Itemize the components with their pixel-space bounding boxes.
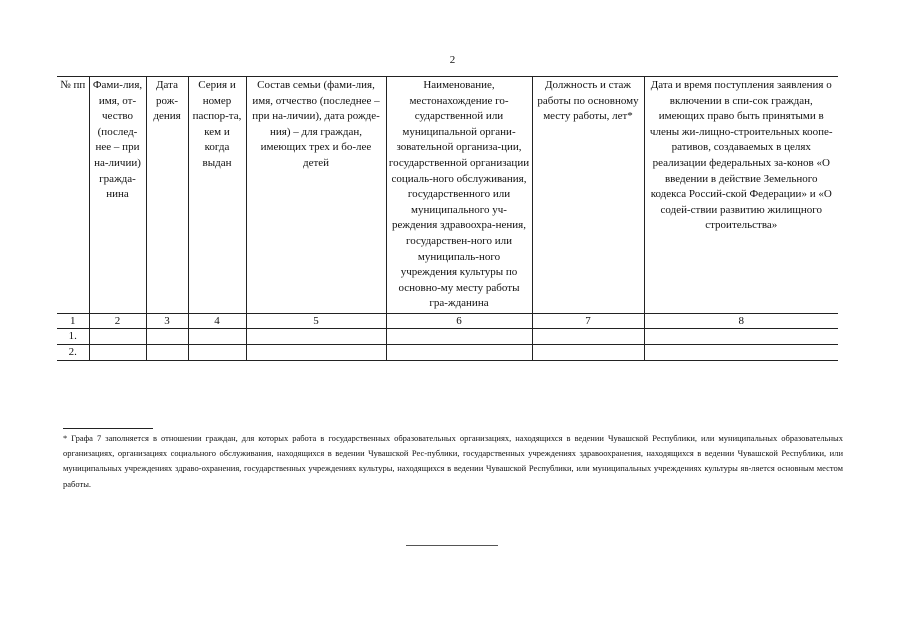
header-workplace: Наименование, местонахождение го-сударственной или муниципальной органи-зовательной организа-ции, государственной организации социаль-ного обслуживания, государственного или муниципального уч-реждения здравоохра-нения, государствен-ного или муниципаль-ного учреждения культуры по основно-му месту работы гра-жданина: [386, 77, 532, 314]
header-number: № пп: [57, 77, 89, 314]
column-number: 6: [386, 313, 532, 328]
header-birth-date: Дата рож-дения: [146, 77, 188, 314]
table-cell: [246, 328, 386, 344]
table-row: [57, 328, 838, 344]
column-number: 5: [246, 313, 386, 328]
row-number: 1.: [57, 328, 89, 344]
end-of-page-divider: [406, 545, 498, 546]
column-number: 1: [57, 313, 89, 328]
table-row: [57, 344, 838, 360]
column-number: 3: [146, 313, 188, 328]
table-cell: [644, 328, 838, 344]
table-cell: [146, 344, 188, 360]
header-application-date: Дата и время поступления заявления о включении в спи-сок граждан, имеющих право быть принятыми в члены жи-лищно-строительных коопе-ративов, создаваемых в целях реализации федеральных за-конов «О введении в действие Земельного кодекса Россий-ской Федерации» и «О содей-ствии развитию жилищного строительства»: [644, 77, 838, 314]
table-cell: [386, 328, 532, 344]
header-family: Состав семьи (фами-лия, имя, отчество (последнее – при на-личии), дата рожде-ния) – для граждан, имеющих трех и бо-лее детей: [246, 77, 386, 314]
column-number: 7: [532, 313, 644, 328]
row-number: 2.: [57, 344, 89, 360]
column-number: 2: [89, 313, 146, 328]
footnote: * Графа 7 заполняется в отношении граждан, для которых работа в государственных образовательных организациях, находящихся в ведении Чувашской Республики, или муниципальных образовательных организациях, организациях социального обслуживания, находящихся в ведении Чувашской Рес-публики, государственных учреждениях здравоохранения, находящихся в ведении Чувашской Республики, или муниципальных учреждениях здраво-охранения, государственных учреждениях культуры, находящихся в ведении Чувашской Республики, или муниципальных учреждениях культуры яв-ляется основным местом работы.: [63, 433, 843, 489]
table-cell: [89, 344, 146, 360]
table-cell: [532, 328, 644, 344]
column-number: 4: [188, 313, 246, 328]
column-number: 8: [644, 313, 838, 328]
table-cell: [188, 344, 246, 360]
header-passport: Серия и номер паспор-та, кем и когда выдан: [188, 77, 246, 314]
table-cell: [89, 328, 146, 344]
column-numbers-row: [57, 313, 838, 328]
applicants-table: [57, 76, 838, 361]
table-cell: [532, 344, 644, 360]
footnote-divider: [63, 428, 153, 429]
page-number: 2: [449, 54, 456, 66]
header-full-name: Фами-лия, имя, от-чество (послед-нее – при на-личии) гражда-нина: [89, 77, 146, 314]
table-cell: [644, 344, 838, 360]
table-cell: [146, 328, 188, 344]
table-cell: [246, 344, 386, 360]
header-position: Должность и стаж работы по основному месту работы, лет*: [532, 77, 644, 314]
table-cell: [386, 344, 532, 360]
table-cell: [188, 328, 246, 344]
table-header-row: [57, 77, 838, 314]
